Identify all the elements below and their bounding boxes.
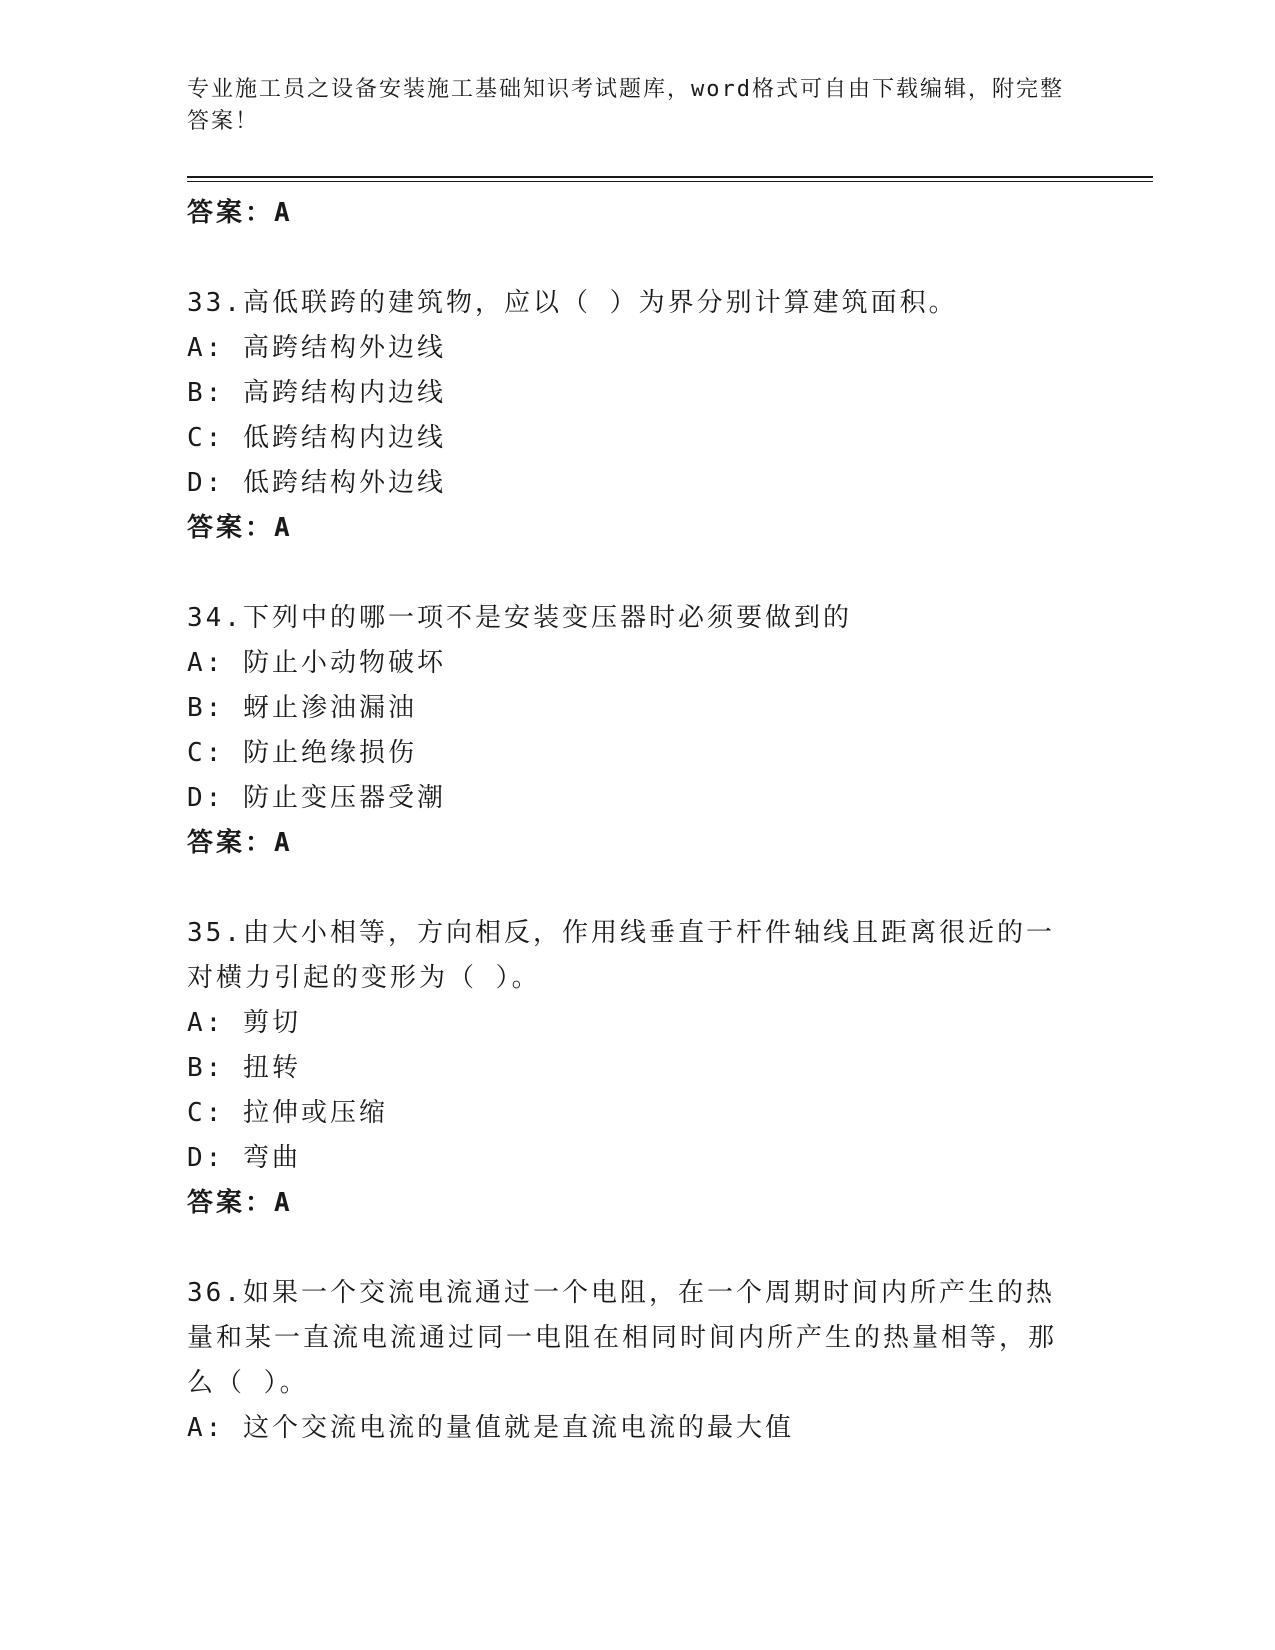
question-stem: 34.下列中的哪一项不是安装变压器时必须要做到的	[187, 603, 852, 633]
option-c: C: 拉伸或压缩	[187, 1098, 388, 1128]
option-d: D: 弯曲	[187, 1143, 301, 1173]
answer-value: A	[274, 198, 293, 228]
option-a: A: 剪切	[187, 1008, 301, 1038]
answer-prefix: 答案：	[187, 513, 275, 543]
question-stem: 36.如果一个交流电流通过一个电阻，在一个周期时间内所产生的热量和某一直流电流通过同一电阻在相同时间内所产生的热量相等，那么（ ）。	[187, 1278, 1058, 1398]
option-d: D: 防止变压器受潮	[187, 783, 446, 813]
question-list	[187, 191, 1087, 1451]
answer-value: A	[274, 513, 293, 543]
page-header: 专业施工员之设备安装施工基础知识考试题库，word格式可自由下载编辑，附完整答案！	[187, 77, 1064, 134]
question-33	[187, 281, 1087, 551]
option-c: C: 低跨结构内边线	[187, 423, 446, 453]
option-b: B: 高跨结构内边线	[187, 378, 446, 408]
answer-line	[187, 506, 1087, 551]
option-a: A: 这个交流电流的量值就是直流电流的最大值	[187, 1413, 794, 1443]
header-rule-thin	[187, 181, 1153, 182]
answer-line	[187, 821, 1087, 866]
answer-line	[187, 1181, 1087, 1226]
spacer	[187, 1226, 1087, 1271]
spacer	[187, 236, 1087, 281]
spacer	[187, 866, 1087, 911]
question-stem: 35.由大小相等，方向相反，作用线垂直于杆件轴线且距离很近的一对横力引起的变形为（ ）。	[187, 918, 1055, 993]
option-d: D: 低跨结构外边线	[187, 468, 446, 498]
answer-value: A	[274, 1188, 293, 1218]
option-a: A: 防止小动物破坏	[187, 648, 446, 678]
option-c: C: 防止绝缘损伤	[187, 738, 417, 768]
answer-prefix: 答案：	[187, 828, 275, 858]
question-36	[187, 1271, 1087, 1451]
question-34	[187, 596, 1087, 866]
option-a: A: 高跨结构外边线	[187, 333, 446, 363]
question-35	[187, 911, 1087, 1226]
spacer	[187, 551, 1087, 596]
header-rule-thick	[187, 176, 1153, 178]
option-b: B: 扭转	[187, 1053, 301, 1083]
answer-value: A	[274, 828, 293, 858]
question-stem: 33.高低联跨的建筑物，应以（ ）为界分别计算建筑面积。	[187, 288, 958, 318]
answer-prefix: 答案：	[187, 198, 275, 228]
option-b: B: 蚜止渗油漏油	[187, 693, 417, 723]
answer-line	[187, 191, 1087, 236]
answer-prefix: 答案：	[187, 1188, 275, 1218]
